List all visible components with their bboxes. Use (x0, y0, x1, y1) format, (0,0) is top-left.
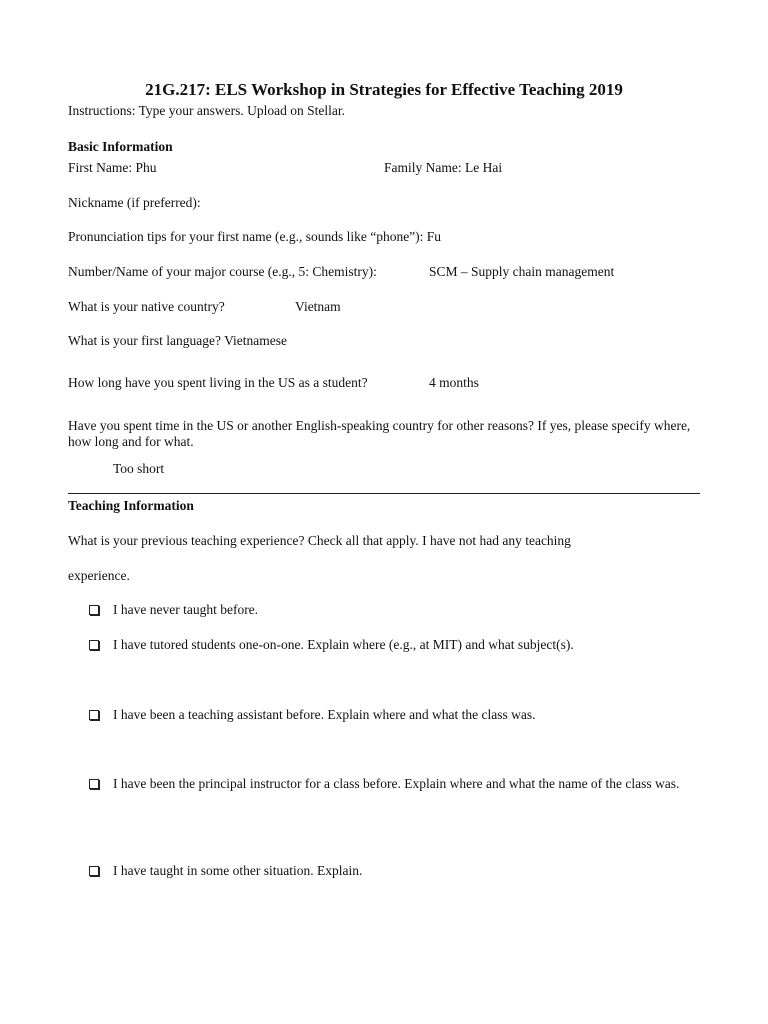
other-countries-answer: Too short (113, 461, 165, 476)
checkbox-icon[interactable] (89, 710, 99, 720)
option-other-situation: I have taught in some other situation. Explain. (113, 863, 363, 878)
teaching-question-cont: experience. (68, 568, 130, 583)
family-name-field: Family Name: Le Hai (384, 160, 503, 175)
us-time-answer: 4 months (429, 375, 479, 390)
pronunciation-field: Pronunciation tips for your first name (e.g., sounds like “phone”): Fu (68, 229, 442, 244)
checkbox-icon[interactable] (89, 640, 99, 650)
first-name-field: First Name: Phu (68, 160, 157, 175)
option-never-taught: I have never taught before. (113, 602, 259, 617)
basic-info-heading: Basic Information (68, 139, 173, 154)
checkbox-icon[interactable] (89, 866, 99, 876)
checkbox-icon[interactable] (89, 779, 99, 789)
us-time-label: How long have you spent living in the US as a student? (68, 375, 368, 390)
teaching-question: What is your previous teaching experience? Check all that apply. I have not had any teaching (68, 533, 571, 548)
option-teaching-assistant: I have been a teaching assistant before. Explain where and what the class was. (113, 707, 536, 722)
major-answer: SCM – Supply chain management (429, 264, 615, 279)
option-tutored: I have tutored students one-on-one. Explain where (e.g., at MIT) and what subject(s). (113, 637, 574, 652)
document-title: 21G.217: ELS Workshop in Strategies for Effective Teaching 2019 (145, 80, 623, 99)
nickname-field: Nickname (if preferred): (68, 195, 201, 210)
checkbox-icon[interactable] (89, 605, 99, 615)
first-language-field: What is your first language? Vietnamese (68, 333, 287, 348)
other-countries-question: Have you spent time in the US or another English-speaking country for other reasons? If yes, please specify where, how long and for what. (68, 418, 691, 450)
section-divider (68, 493, 700, 494)
major-label: Number/Name of your major course (e.g., 5: Chemistry): (68, 264, 377, 279)
option-principal-instructor: I have been the principal instructor for a class before. Explain where and what the name of the class was. (113, 776, 680, 791)
teaching-info-heading: Teaching Information (68, 498, 194, 513)
instructions: Instructions: Type your answers. Upload on Stellar. (68, 103, 346, 118)
native-country-label: What is your native country? (68, 299, 225, 314)
native-country-answer: Vietnam (295, 299, 341, 314)
